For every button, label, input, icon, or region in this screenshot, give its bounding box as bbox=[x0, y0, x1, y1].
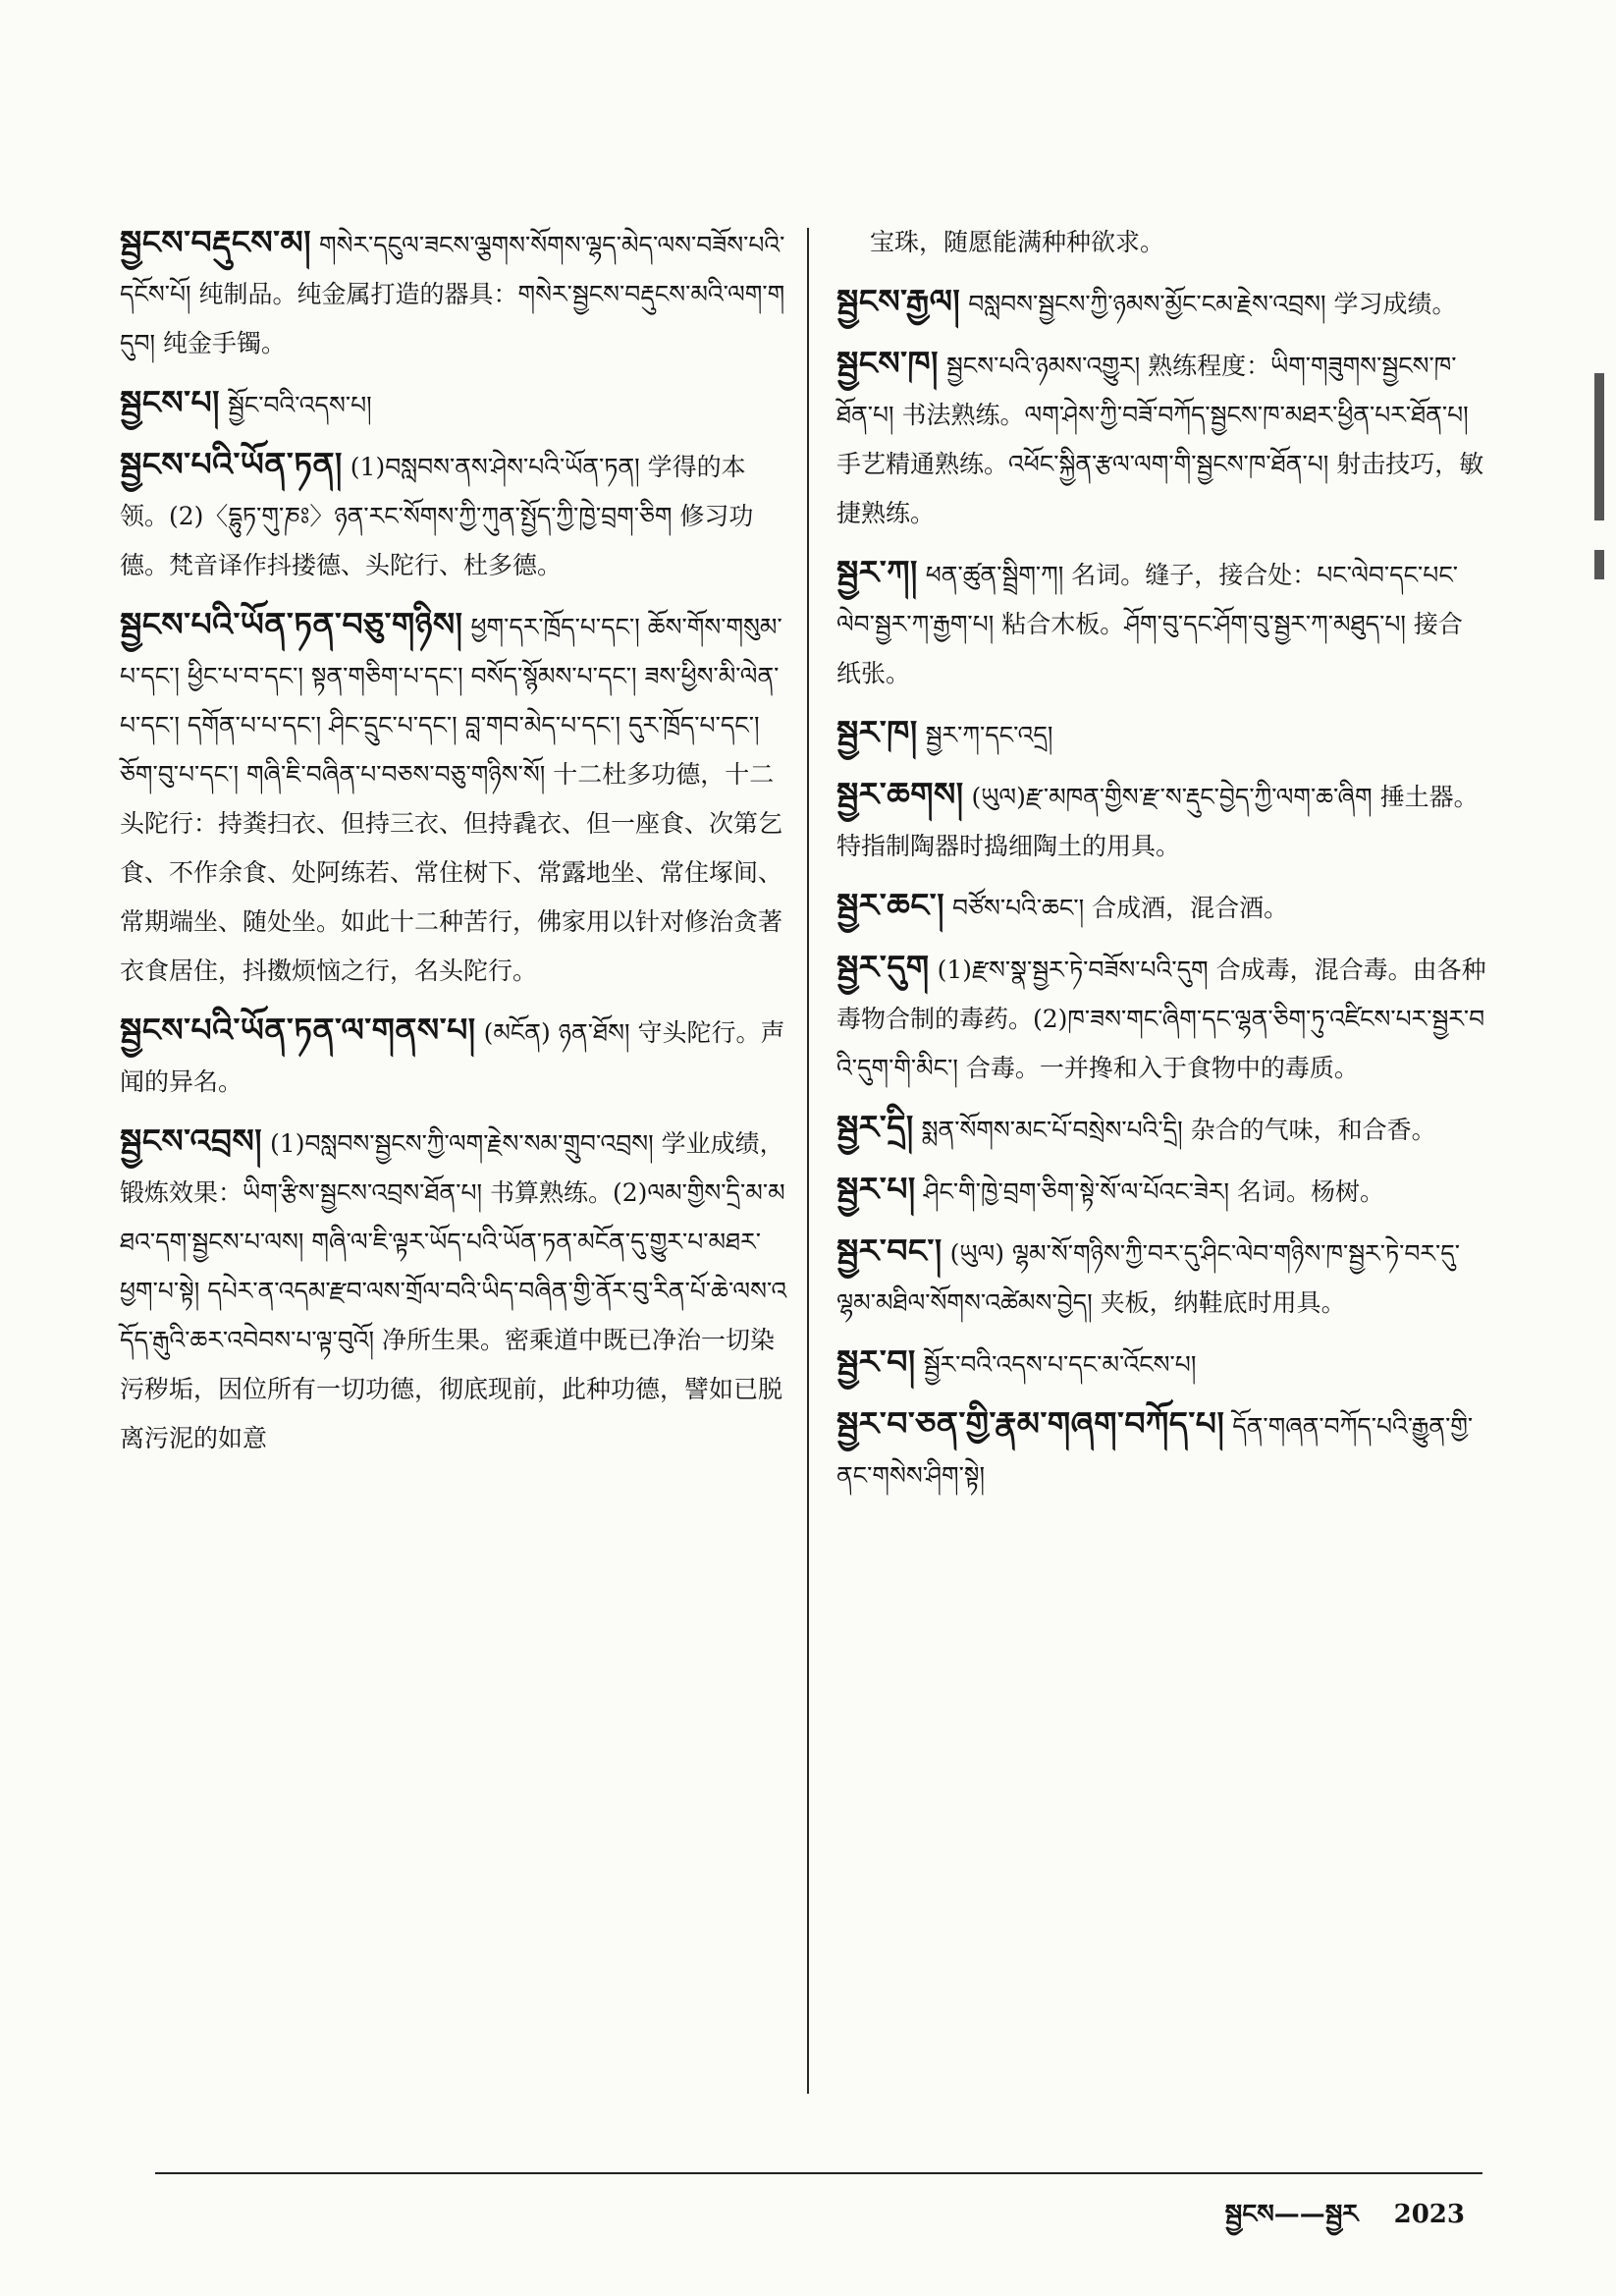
entry-definition: ཤིང་གི་ཁྱེ་བྲག་ཅིག་སྟེ་སོ་ལ་པོའང་ཟེར། 名词。杨树。 bbox=[923, 1177, 1385, 1206]
entry-headword: སྦྱངས་པའི་ཡོན་ཏན་ལ་གནས་པ། bbox=[120, 1011, 476, 1049]
dictionary-entry bbox=[120, 1117, 787, 1463]
entry-headword: སྦྱར་ཆགས། bbox=[836, 775, 964, 813]
entry-definition: (1)རྫས་སྣ་སྦྱར་ཏེ་བཟོས་པའི་དུག 合成毒，混合毒。由各种毒物合制的毒药。(2)ཁ་ཟས་གང་ཞིག་དང་ལྷན་ཅིག་ཏུ་འཛིངས་པར་སྦྱར་བའི་དུག་གི་མིང་། 合毒。一并搀和入于食物中的毒质。 bbox=[836, 956, 1486, 1082]
entry-headword: སྦྱར་ཁ། bbox=[836, 713, 918, 751]
entry-headword: སྦྱར་དྲི། bbox=[836, 1108, 914, 1146]
entry-definition: (མངོན) ཉན་ཐོས། 守头陀行。声闻的异名。 bbox=[120, 1018, 785, 1096]
dictionary-entry bbox=[836, 943, 1486, 1093]
dictionary-entry bbox=[836, 1103, 1486, 1155]
dictionary-entry bbox=[120, 1006, 787, 1107]
entry-headword: སྦྱར་བ་ཅན་གྱི་རྣམ་གཞག་བཀོད་པ། bbox=[836, 1404, 1225, 1443]
scan-edge-mark bbox=[1594, 373, 1604, 520]
dictionary-entry-continuation bbox=[836, 218, 1486, 267]
entry-definition: (ཡུལ)རྫ་མཁན་གྱིས་རྫ་ས་རྡུང་བྱེད་ཀྱི་ལག་ཆ་ཞིག 捶土器。特指制陶器时捣细陶土的用具。 bbox=[836, 783, 1479, 860]
dictionary-entry bbox=[836, 881, 1486, 933]
dictionary-entry bbox=[836, 548, 1486, 698]
dictionary-entry bbox=[836, 770, 1486, 871]
dictionary-entry bbox=[836, 1227, 1486, 1328]
dictionary-entry bbox=[120, 218, 787, 368]
entry-headword: སྦྱངས་རྒྱལ། bbox=[836, 282, 961, 320]
entry-definition: སྦྱར་ཀ་དང་འདྲ། bbox=[925, 721, 1053, 749]
entry-headword: སྦྱངས་པའི་ཡོན་ཏན་བཅུ་གཉིས། bbox=[120, 605, 463, 643]
entry-definition: ཕན་ཚུན་སྦྲིག་ཀ། 名词。缝子，接合处：པང་ལེབ་དང་པང་ལེབ་སྦྱར་ཀ་རྒྱག་པ། 粘合木板。ཤོག་བུ་དང་ཤོག་བུ་སྦྱར་ཀ་མཐུད་པ། 接合纸张。 bbox=[836, 561, 1463, 687]
footer-rule bbox=[155, 2172, 1482, 2174]
dictionary-entry bbox=[836, 277, 1486, 329]
entry-definition: སྨན་སོགས་མང་པོ་བསྲེས་པའི་དྲི། 杂合的气味，和合香。 bbox=[921, 1116, 1436, 1144]
entry-headword: སྦྱངས་པའི་ཡོན་ཏན། bbox=[120, 445, 343, 483]
entry-headword: སྦྱར་བ། bbox=[836, 1342, 916, 1381]
entry-headword: སྦྱངས་འབྲས། bbox=[120, 1121, 263, 1160]
entry-definition: གསེར་དངུལ་ཟངས་ལྕགས་སོགས་ལྷད་མེད་ལས་བཟོས་པའི་དངོས་པོ། 纯制品。纯金属打造的器具：གསེར་སྦྱངས་བརྡུངས་མའི་ལག་གདུབ། 纯金手镯。 bbox=[120, 231, 785, 357]
right-column bbox=[836, 218, 1486, 1510]
scan-edge-mark bbox=[1594, 550, 1604, 579]
column-divider bbox=[807, 228, 809, 2094]
running-head: སྦྱངས——སྦྱར bbox=[1224, 2200, 1359, 2229]
entry-definition: (ཡུལ) ལྷམ་སོ་གཉིས་ཀྱི་བར་དུ་ཤིང་ལེབ་གཉིས་ཁ་སྦྱར་ཏེ་བར་དུ་ལྷམ་མཐིལ་སོགས་འཚེམས་བྱེད། 夹板，纳鞋底时用具。 bbox=[836, 1239, 1460, 1317]
dictionary-entry bbox=[836, 1338, 1486, 1390]
entry-headword: སྦྱར་དུག bbox=[836, 948, 930, 986]
left-column bbox=[120, 218, 787, 1473]
dictionary-entry bbox=[836, 1165, 1486, 1217]
entry-headword: སྦྱངས་པ། bbox=[120, 383, 220, 421]
entry-headword: སྦྱར་ཆང་། bbox=[836, 886, 945, 924]
entry-definition: (1)བསླབས་སྦྱངས་ཀྱི་ལག་རྗེས་སམ་གྲུབ་འབྲས། 学业成绩，锻炼效果：ཡིག་རྩིས་སྦྱངས་འབྲས་ཐོན་པ། 书算熟练。(2)ལམ་གྱིས་དྲི་མ་མཐའ་དག་སྦྱངས་པ་ལས། གཞི་ལ་ཇི་ལྟར་ཡོད་པའི་ཡོན་ཏན་མངོན་དུ་གྱུར་པ་མཐར་ཕྱག་པ་སྟེ། དཔེར་ན་འདམ་རྫབ་ལས་གྲོལ་བའི་ཡིད་བཞིན་གྱི་ནོར་བུ་རིན་པོ་ཆེ་ལས་འདོད་རྒུའི་ཆར་འབེབས་པ་ལྟ་བུའོ། 净所生果。密乘道中既已净治一切染污秽垢，因位所有一切功德，彻底现前，此种功德，譬如已脱离污泥的如意 bbox=[120, 1129, 787, 1452]
entry-headword: སྦྱངས་བརྡུངས་མ། bbox=[120, 223, 312, 261]
dictionary-entry bbox=[120, 600, 787, 996]
entry-definition: དོན་གཞན་བཀོད་པའི་རྒྱུན་གྱི་ནང་གསེས་ཤིག་སྟེ། bbox=[836, 1412, 1474, 1490]
entry-definition: བཙོས་པའི་ཆང་། 合成酒，混合酒。 bbox=[952, 894, 1289, 922]
dictionary-entry bbox=[836, 339, 1486, 538]
entry-definition: བསླབས་སྦྱངས་ཀྱི་ཉམས་མྱོང་ངམ་རྗེས་འབྲས། 学习成绩。 bbox=[968, 290, 1457, 318]
entry-headword: སྦྱར་པ། bbox=[836, 1170, 916, 1208]
entry-headword: སྦྱར་བང་། bbox=[836, 1231, 943, 1270]
page-footer bbox=[1225, 2186, 1465, 2258]
dictionary-entry bbox=[836, 708, 1486, 760]
entry-definition: 宝珠，随愿能满种种欲求。 bbox=[870, 228, 1165, 256]
page-number: 2023 bbox=[1393, 2200, 1465, 2229]
entry-definition: སྦྱངས་པའི་ཉམས་འགྱུར། 熟练程度：ཡིག་གཟུགས་སྦྱངས་ཁ་ཐོན་པ། 书法熟练。ལག་ཤེས་ཀྱི་བཟོ་བཀོད་སྦྱངས་ཁ་མཐར་ཕྱིན་པར་ཐོན་པ། 手艺精通熟练。འཕོང་སྐྱིན་རྩལ་ལག་གི་སྦྱངས་ཁ་ཐོན་པ། 射击技巧，敏捷熟练。 bbox=[836, 352, 1484, 527]
dictionary-entry bbox=[120, 440, 787, 590]
entry-headword: སྦྱར་ཀ། bbox=[836, 553, 918, 591]
entry-headword: སྦྱངས་ཁ། bbox=[836, 344, 939, 382]
entry-definition: སྦྱོར་བའི་འདས་པ་དང་མ་འོངས་པ། bbox=[923, 1350, 1197, 1379]
dictionary-entry bbox=[836, 1399, 1486, 1501]
entry-definition: (1)བསླབས་ནས་ཤེས་པའི་ཡོན་ཏན། 学得的本领。(2)〈དྷུཏ་གུ་ཎཿ〉ཉན་རང་སོགས་ཀྱི་ཀུན་སྤྱོད་ཀྱི་ཁྱེ་བྲག་ཅིག 修习功德。梵音译作抖搂德、头陀行、杜多德。 bbox=[120, 453, 754, 579]
entry-definition: ཕྱག་དར་ཁྲོད་པ་དང་། ཆོས་གོས་གསུམ་པ་དང་། ཕྱིང་པ་བ་དང་། སྟན་གཅིག་པ་དང་། བསོད་སྙོམས་པ་དང་། ཟས་ཕྱིས་མི་ལེན་པ་དང་། དགོན་པ་པ་དང་། ཤིང་དྲུང་པ་དང་། བླ་གབ་མེད་པ་དང་། དུར་ཁྲོད་པ་དང་། ཅོག་བུ་པ་དང་། གཞི་ཇི་བཞིན་པ་བཅས་བཅུ་གཉིས་སོ། 十二杜多功德，十二头陀行：持粪扫衣、但持三衣、但持毳衣、但一座食、次第乞食、不作余食、处阿练若、常住树下、常露地坐、常住塚间、常期端坐、随处坐。如此十二种苦行，佛家用以针对修治贪著衣食居住，抖擞烦恼之行，名头陀行。 bbox=[120, 613, 783, 985]
dictionary-entry bbox=[120, 378, 787, 430]
entry-definition: སྦྱོང་བའི་འདས་པ། bbox=[227, 391, 372, 419]
